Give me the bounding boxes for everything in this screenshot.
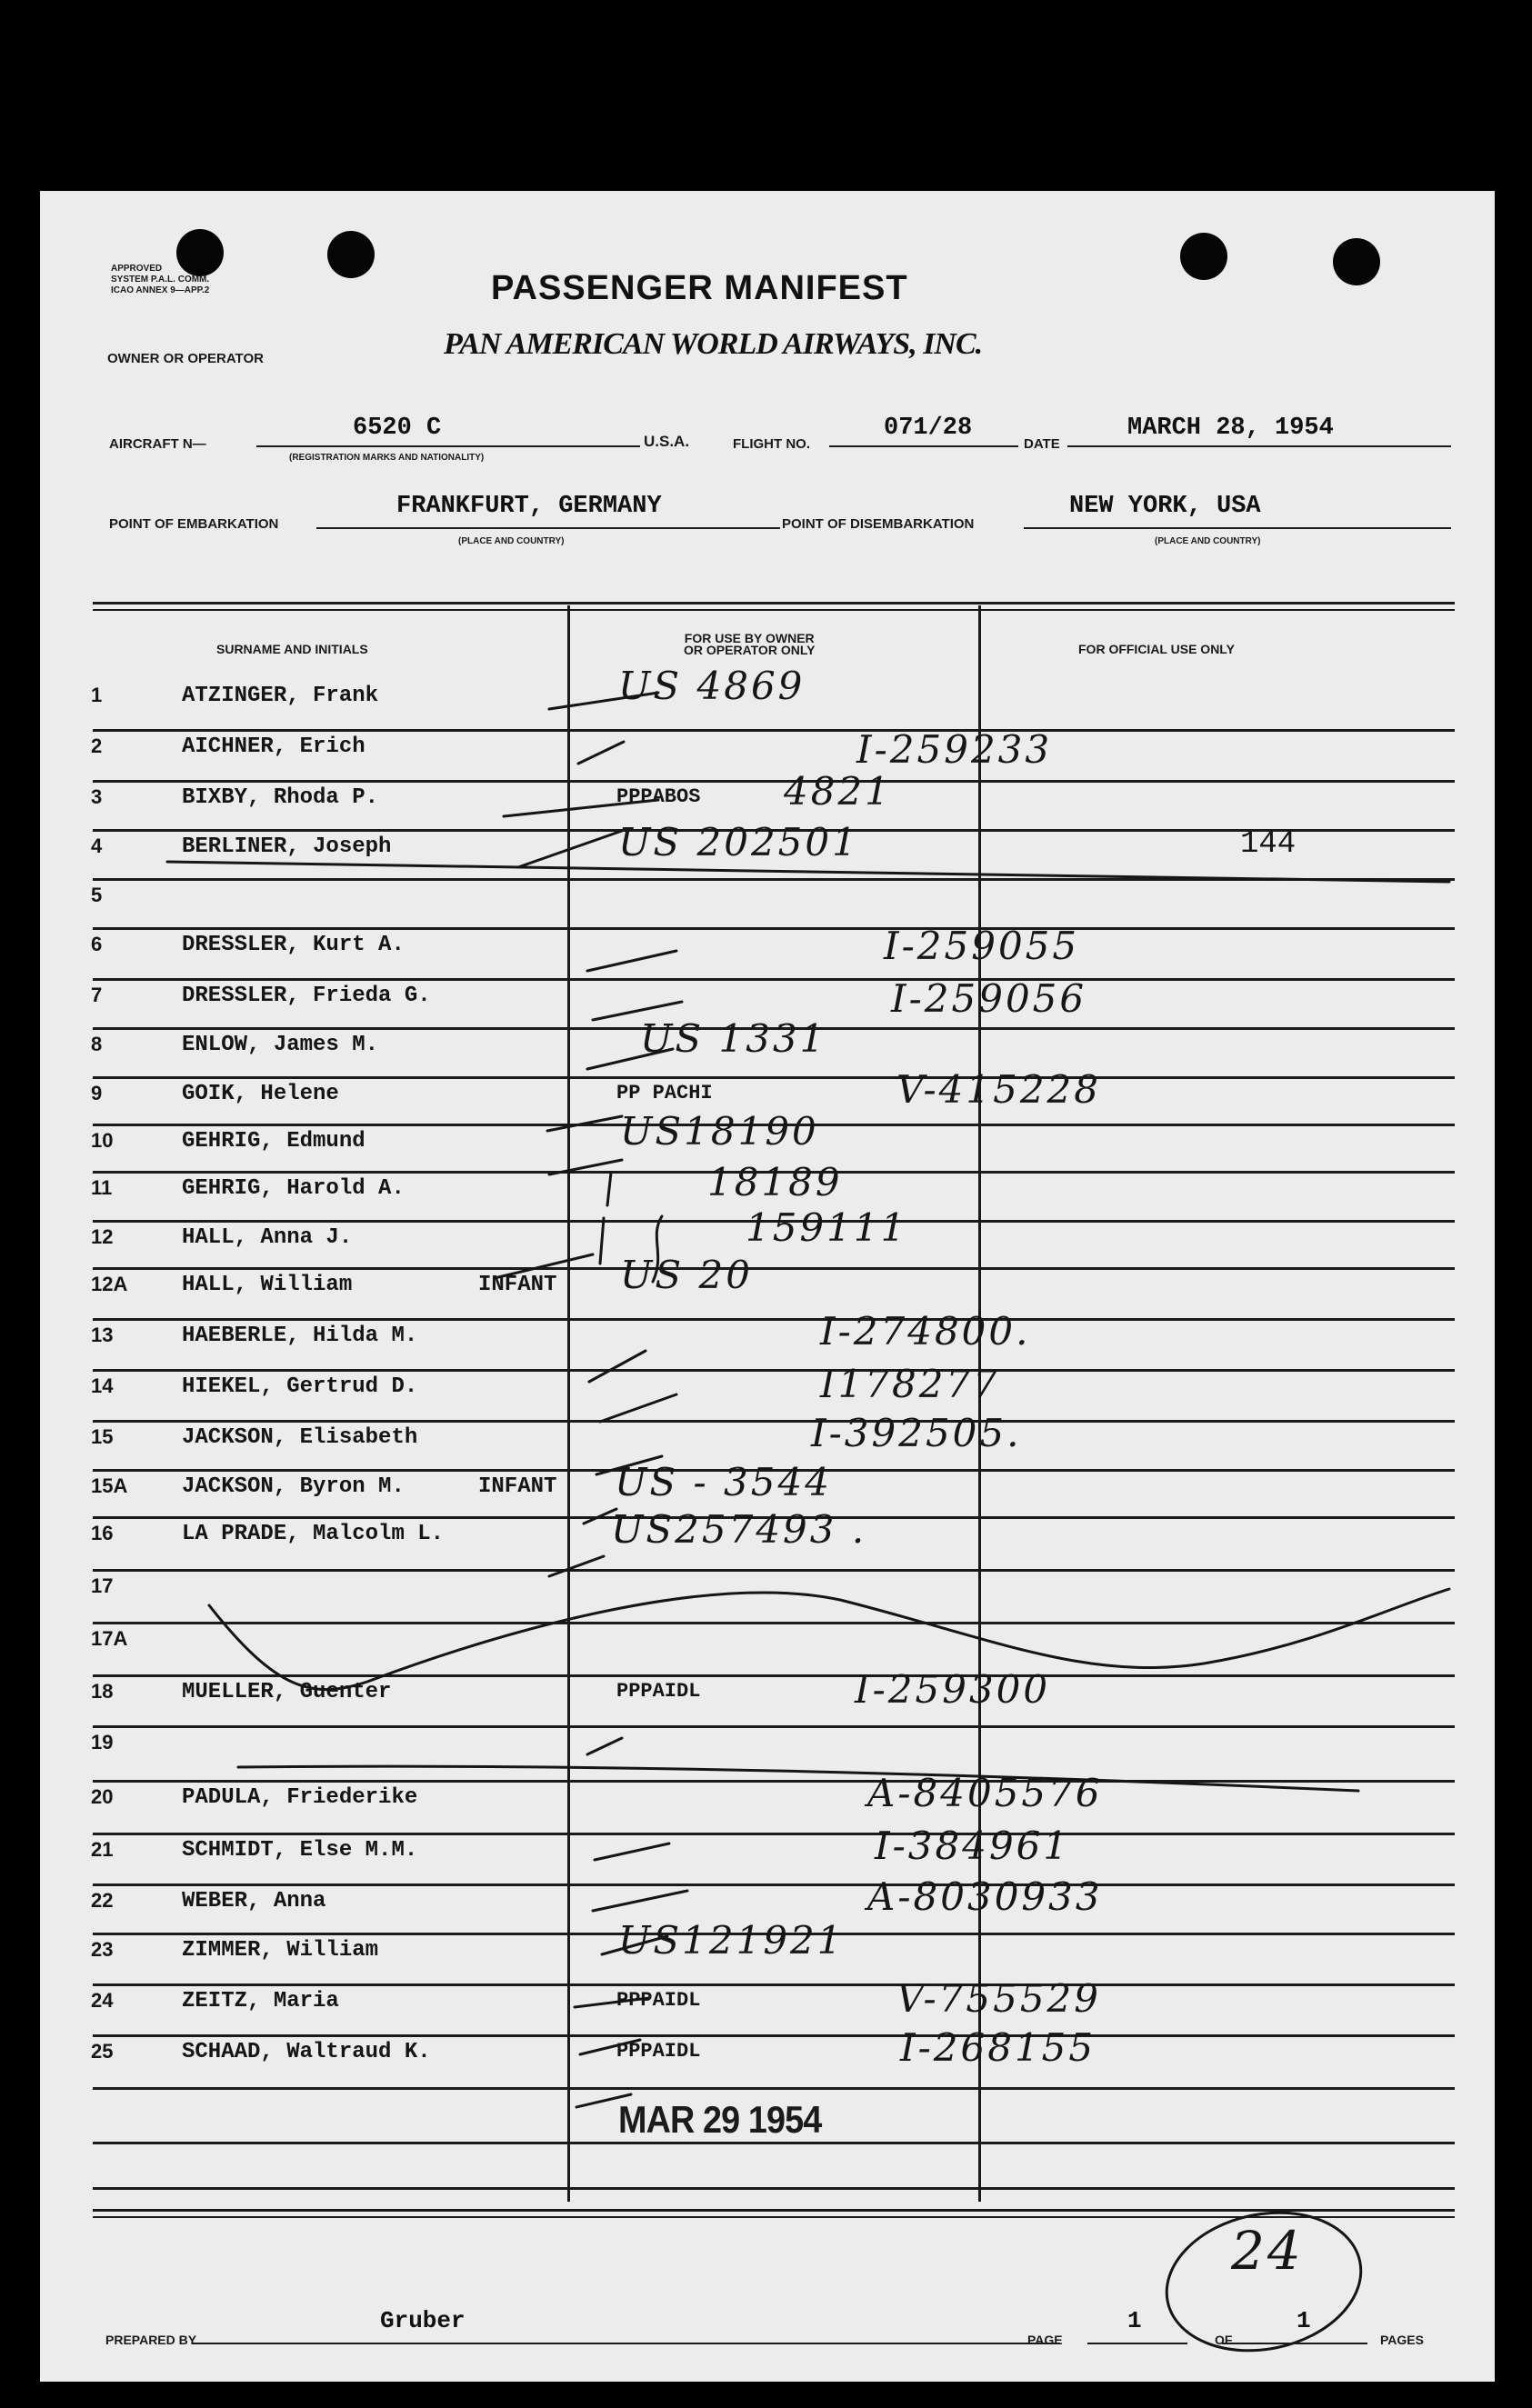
embark-label: POINT OF EMBARKATION	[109, 516, 279, 532]
page-label: PAGE	[1027, 2333, 1063, 2347]
date-label: DATE	[1024, 436, 1060, 452]
handwritten-document-number: US121921	[618, 1918, 845, 1963]
flight-value: 071/28	[884, 415, 973, 442]
col-owner-header-line: FOR USE BY OWNER	[684, 631, 815, 645]
infant-label: INFANT	[478, 1474, 557, 1499]
circled-count: 24	[1231, 2220, 1304, 2282]
passenger-name: SCHAAD, Waltraud K.	[182, 2040, 431, 2064]
pen-marks	[40, 191, 1495, 2382]
handwritten-document-number: V-415228	[896, 1067, 1101, 1112]
official-use-value: 144	[1240, 827, 1297, 862]
owner-label: OWNER OR OPERATOR	[107, 351, 264, 366]
aircraft-label: AIRCRAFT N—	[109, 436, 206, 452]
passenger-name: ATZINGER, Frank	[182, 684, 379, 708]
row-number: 5	[91, 884, 103, 906]
row-number: 17	[91, 1574, 114, 1597]
embark-value: FRANKFURT, GERMANY	[396, 493, 662, 520]
passenger-name: ZIMMER, William	[182, 1938, 379, 1963]
passenger-name: SCHMIDT, Else M.M.	[182, 1838, 418, 1863]
passenger-name: JACKSON, Elisabeth	[182, 1425, 418, 1450]
typed-document-code: PP PACHI	[616, 1082, 713, 1104]
handwritten-document-number: US 1331	[640, 1016, 827, 1061]
handwritten-document-number: I-259055	[884, 924, 1080, 968]
row-number: 4	[91, 834, 103, 857]
passenger-name: GEHRIG, Edmund	[182, 1129, 365, 1154]
row-number: 3	[91, 785, 103, 808]
handwritten-document-number: I-274800.	[820, 1309, 1031, 1354]
passenger-name: BIXBY, Rhoda P.	[182, 785, 379, 810]
row-number: 25	[91, 2040, 114, 2063]
passenger-name: MUELLER, Guenter	[182, 1680, 392, 1704]
typed-document-code: PPPAIDL	[616, 1989, 701, 2012]
col-owner-header-line: OR OPERATOR ONLY	[684, 643, 816, 657]
aircraft-value: 6520 C	[353, 415, 442, 442]
row-number: 19	[91, 1731, 114, 1754]
row-number: 10	[91, 1129, 114, 1152]
handwritten-document-number: I-259056	[891, 976, 1087, 1021]
prepared-label: PREPARED BY	[105, 2333, 197, 2347]
row-number: 15	[91, 1425, 114, 1448]
handwritten-document-number: I-259233	[856, 727, 1053, 772]
passenger-name: ZEITZ, Maria	[182, 1989, 339, 2013]
row-number: 2	[91, 734, 103, 757]
row-number: 14	[91, 1374, 114, 1397]
row-number: 13	[91, 1324, 114, 1346]
passenger-name: HIEKEL, Gertrud D.	[182, 1374, 418, 1399]
row-number: 20	[91, 1785, 114, 1808]
handwritten-document-number: US - 3544	[615, 1460, 832, 1504]
date-value: MARCH 28, 1954	[1127, 415, 1334, 442]
passenger-name: ENLOW, James M.	[182, 1033, 379, 1057]
row-number: 23	[91, 1938, 114, 1961]
row-number: 1	[91, 684, 103, 706]
airline-name: PAN AMERICAN WORLD AIRWAYS, INC.	[444, 327, 983, 361]
disembark-label: POINT OF DISEMBARKATION	[782, 516, 975, 532]
handwritten-document-number: 159111	[746, 1205, 908, 1250]
passenger-name: GEHRIG, Harold A.	[182, 1176, 405, 1201]
handwritten-document-number: I178277	[820, 1362, 1000, 1406]
handwritten-document-number: US 202501	[618, 820, 859, 864]
handwritten-document-number: US 20	[620, 1253, 753, 1297]
row-number: 15A	[91, 1474, 128, 1497]
typed-document-code: PPPAIDL	[616, 1680, 701, 1703]
registration-caption: (REGISTRATION MARKS AND NATIONALITY)	[289, 453, 485, 463]
passenger-name: PADULA, Friederike	[182, 1785, 418, 1810]
typed-document-code: PPPABOS	[616, 785, 701, 808]
passenger-name: DRESSLER, Frieda G.	[182, 984, 431, 1008]
row-number: 24	[91, 1989, 114, 2012]
handwritten-document-number: 18189	[707, 1160, 843, 1204]
date-stamp: MAR 29 1954	[618, 2098, 822, 2141]
passenger-name: JACKSON, Byron M.	[182, 1474, 405, 1499]
row-number: 16	[91, 1522, 114, 1544]
passenger-name: WEBER, Anna	[182, 1889, 326, 1913]
embark-caption: (PLACE AND COUNTRY)	[458, 536, 565, 546]
handwritten-document-number: A-8405576	[867, 1771, 1103, 1815]
passenger-name: BERLINER, Joseph	[182, 834, 392, 859]
page-title: PASSENGER MANIFEST	[491, 269, 908, 307]
row-number: 8	[91, 1033, 103, 1055]
passenger-name: LA PRADE, Malcolm L.	[182, 1522, 445, 1546]
row-number: 11	[91, 1176, 113, 1199]
of-value: 1	[1297, 2307, 1311, 2334]
handwritten-document-number: I-268155	[900, 2025, 1096, 2070]
col-official-header: FOR OFFICIAL USE ONLY	[1078, 642, 1235, 656]
disembark-caption: (PLACE AND COUNTRY)	[1155, 536, 1261, 546]
row-number: 22	[91, 1889, 114, 1912]
row-number: 18	[91, 1680, 114, 1703]
approval-line: SYSTEM P.A.L. COMM.	[111, 275, 210, 285]
passenger-name: GOIK, Helene	[182, 1082, 339, 1106]
handwritten-document-number: I-259300	[855, 1667, 1051, 1712]
row-number: 12	[91, 1225, 114, 1248]
row-number: 6	[91, 933, 103, 955]
usa-label: U.S.A.	[644, 433, 690, 450]
page-value: 1	[1127, 2307, 1142, 2334]
passenger-name: HAEBERLE, Hilda M.	[182, 1324, 418, 1348]
manifest-sheet	[40, 191, 1495, 2382]
handwritten-document-number: V-755529	[896, 1976, 1101, 2021]
approval-line: APPROVED	[111, 264, 163, 274]
handwritten-document-number: I-384961	[875, 1823, 1071, 1868]
row-number: 12A	[91, 1273, 128, 1295]
infant-label: INFANT	[478, 1273, 557, 1297]
handwritten-document-number: I-392505.	[811, 1411, 1022, 1455]
row-number: 7	[91, 984, 103, 1006]
col-surname-header: SURNAME AND INITIALS	[216, 642, 368, 656]
passenger-name: DRESSLER, Kurt A.	[182, 933, 405, 957]
disembark-value: NEW YORK, USA	[1069, 493, 1261, 520]
handwritten-document-number: US257493 .	[611, 1507, 867, 1552]
row-number: 9	[91, 1082, 103, 1104]
passenger-name: HALL, Anna J.	[182, 1225, 353, 1250]
typed-document-code: PPPAIDL	[616, 2040, 701, 2063]
row-number: 17A	[91, 1627, 128, 1650]
of-label: OF	[1215, 2333, 1233, 2347]
approval-line: ICAO ANNEX 9—APP.2	[111, 285, 210, 295]
row-number: 21	[91, 1838, 114, 1861]
passenger-name: AICHNER, Erich	[182, 734, 365, 759]
passenger-name: HALL, William	[182, 1273, 353, 1297]
handwritten-document-number: A-8030933	[867, 1874, 1103, 1919]
pages-label: PAGES	[1380, 2333, 1424, 2347]
prepared-value: Gruber	[380, 2307, 466, 2334]
handwritten-document-number: US 4869	[618, 664, 806, 708]
handwritten-document-number: 4821	[784, 769, 892, 814]
handwritten-document-number: US18190	[620, 1109, 819, 1154]
flight-label: FLIGHT NO.	[733, 436, 810, 452]
